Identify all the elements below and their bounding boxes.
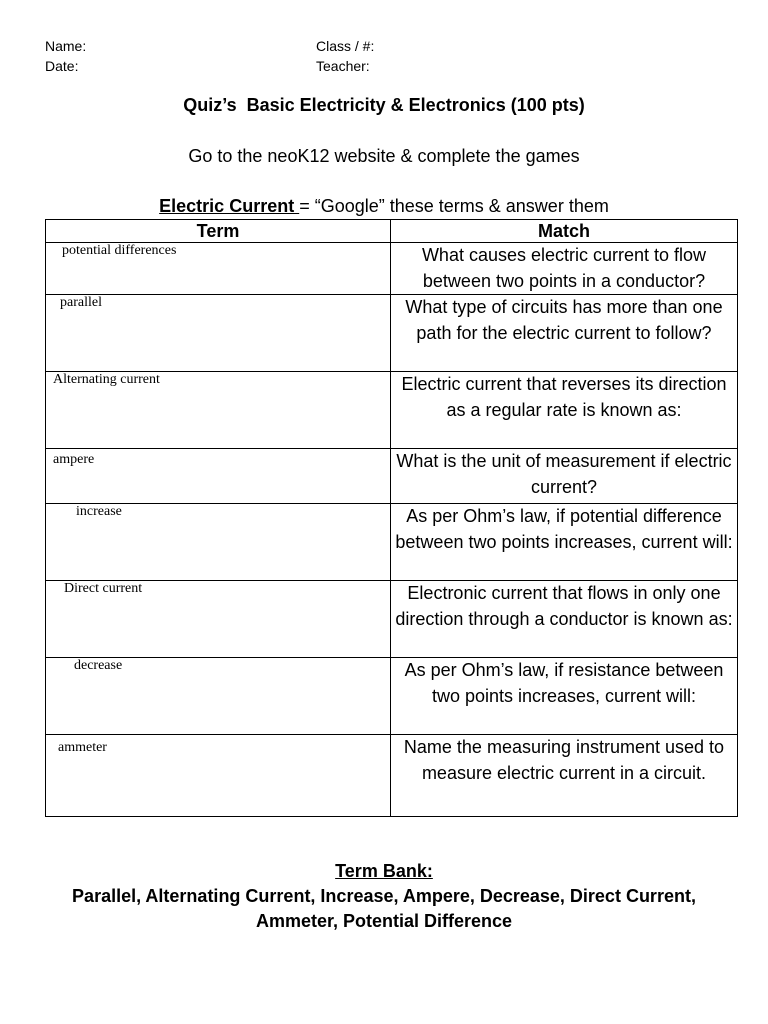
teacher-label: Teacher: [316, 58, 370, 74]
table-row [46, 504, 738, 581]
instructions: Go to the neoK12 website & complete the games [188, 146, 580, 166]
term-bank-heading: Term Bank: [335, 861, 433, 881]
term-bank-list: Parallel, Alternating Current, Increase, Ampere, Decrease, Direct Current, Ammeter, Potential Difference [72, 886, 696, 931]
term-cell[interactable]: increase [46, 504, 391, 581]
class-label: Class / #: [316, 38, 375, 54]
table-row [46, 735, 738, 817]
term-cell[interactable]: parallel [46, 295, 391, 372]
term-cell[interactable]: Direct current [46, 581, 391, 658]
match-cell: What causes electric current to flow between two points in a conductor? [391, 243, 738, 295]
match-cell: Electric current that reverses its direction as a regular rate is known as: [391, 372, 738, 449]
quiz-table [45, 219, 738, 817]
match-cell: Name the measuring instrument used to measure electric current in a circuit. [391, 735, 738, 817]
term-cell[interactable]: Alternating current [46, 372, 391, 449]
table-row [46, 243, 738, 295]
section-heading-underlined: Electric Current [159, 196, 300, 216]
term-cell[interactable]: ammeter [46, 735, 391, 817]
term-column-header: Term [46, 220, 391, 243]
match-cell: What is the unit of measurement if electric current? [391, 449, 738, 504]
section-heading-text: = “Google” these terms & answer them [299, 196, 609, 216]
match-cell: As per Ohm’s law, if resistance between two points increases, current will: [391, 658, 738, 735]
table-row [46, 449, 738, 504]
table-row [46, 372, 738, 449]
term-cell[interactable]: decrease [46, 658, 391, 735]
term-cell[interactable]: ampere [46, 449, 391, 504]
table-row [46, 295, 738, 372]
table-row [46, 581, 738, 658]
table-header-row [46, 220, 738, 243]
match-cell: As per Ohm’s law, if potential difference between two points increases, current will: [391, 504, 738, 581]
name-label: Name: [45, 38, 87, 54]
quiz-title: Quiz’s Basic Electricity & Electronics (100 pts) [183, 95, 585, 115]
term-cell[interactable]: potential differences [46, 243, 391, 295]
table-row [46, 658, 738, 735]
match-column-header: Match [391, 220, 738, 243]
date-label: Date: [45, 58, 79, 74]
match-cell: Electronic current that flows in only one direction through a conductor is known as: [391, 581, 738, 658]
match-cell: What type of circuits has more than one path for the electric current to follow? [391, 295, 738, 372]
section-heading [0, 195, 768, 217]
